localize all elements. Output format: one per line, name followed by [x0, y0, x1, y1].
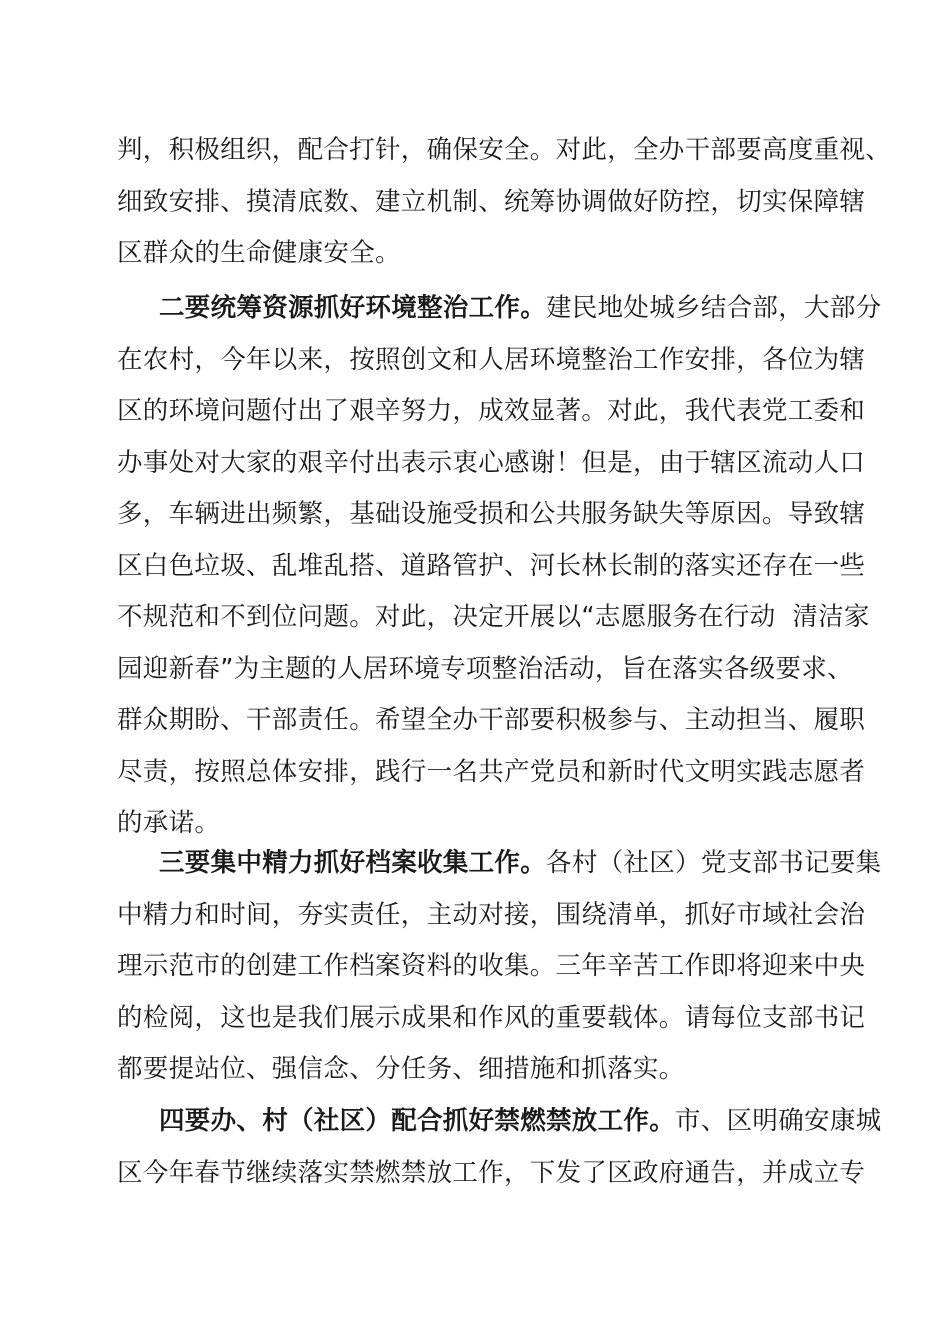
text-line-content: 市、区明确安康城	[675, 1106, 882, 1136]
text-line: 理示范市的创建工作档案资料的收集。三年辛苦工作即将迎来中央	[117, 951, 866, 981]
text-line: 中精力和时间，夯实责任，主动对接，围绕清单，抓好市域社会治	[117, 899, 866, 930]
text-line: 办事处对大家的艰辛付出表示衷心感谢！但是，由于辖区流动人口	[117, 447, 866, 478]
text-line: 区白色垃圾、乱堆乱搭、道路管护、河长林长制的落实还存在一些	[117, 550, 866, 581]
text-line-content: 各村（社区）党支部书记要集	[546, 848, 882, 878]
text-line: 区群众的生命健康安全。	[117, 238, 401, 268]
text-line-content: 建民地处城乡结合部，大部分	[546, 293, 882, 323]
text-line: 群众期盼、干部责任。希望全办干部要积极参与、主动担当、履职	[117, 705, 866, 735]
text-line	[117, 1096, 882, 1148]
text-line: 多，车辆进出频繁，基础设施受损和公共服务缺失等原因。导致辖	[117, 499, 866, 529]
text-line: 不规范和不到位问题。对此，决定开展以“志愿服务在行动 清洁家	[117, 602, 870, 632]
text-line: 都要提站位、强信念、分任务、细措施和抓落实。	[117, 1054, 685, 1084]
text-line: 判，积极组织，配合打针，确保安全。对此，全办干部要高度重视、	[117, 135, 892, 165]
text-line	[117, 838, 882, 890]
text-line: 的检阅，这也是我们展示成果和作风的重要载体。请每位支部书记	[117, 1002, 866, 1033]
section-heading: 二要统筹资源抓好环境整治工作。	[159, 293, 547, 323]
section-heading: 四要办、村（社区）配合抓好禁燃禁放工作。	[159, 1106, 676, 1136]
text-line: 在农村，今年以来，按照创文和人居环境整治工作安排，各位为辖	[117, 344, 866, 375]
paragraph-2	[117, 283, 882, 850]
text-line: 细致安排、摸清底数、建立机制、统筹协调做好防控，切实保障辖	[117, 186, 866, 217]
text-line: 的承诺。	[117, 808, 221, 838]
text-line: 园迎新春”为主题的人居环境专项整治活动，旨在落实各级要求、	[117, 653, 853, 684]
paragraph-1	[117, 125, 892, 280]
section-heading: 三要集中精力抓好档案收集工作。	[159, 848, 547, 878]
paragraph-4	[117, 1096, 882, 1199]
text-line: 尽责，按照总体安排，践行一名共产党员和新时代文明实践志愿者	[117, 756, 866, 787]
text-line: 区今年春节继续落实禁燃禁放工作，下发了区政府通告，并成立专	[117, 1157, 866, 1188]
text-line: 区的环境问题付出了艰辛努力，成效显著。对此，我代表党工委和	[117, 396, 866, 426]
paragraph-3	[117, 838, 882, 1096]
text-line	[117, 283, 882, 335]
